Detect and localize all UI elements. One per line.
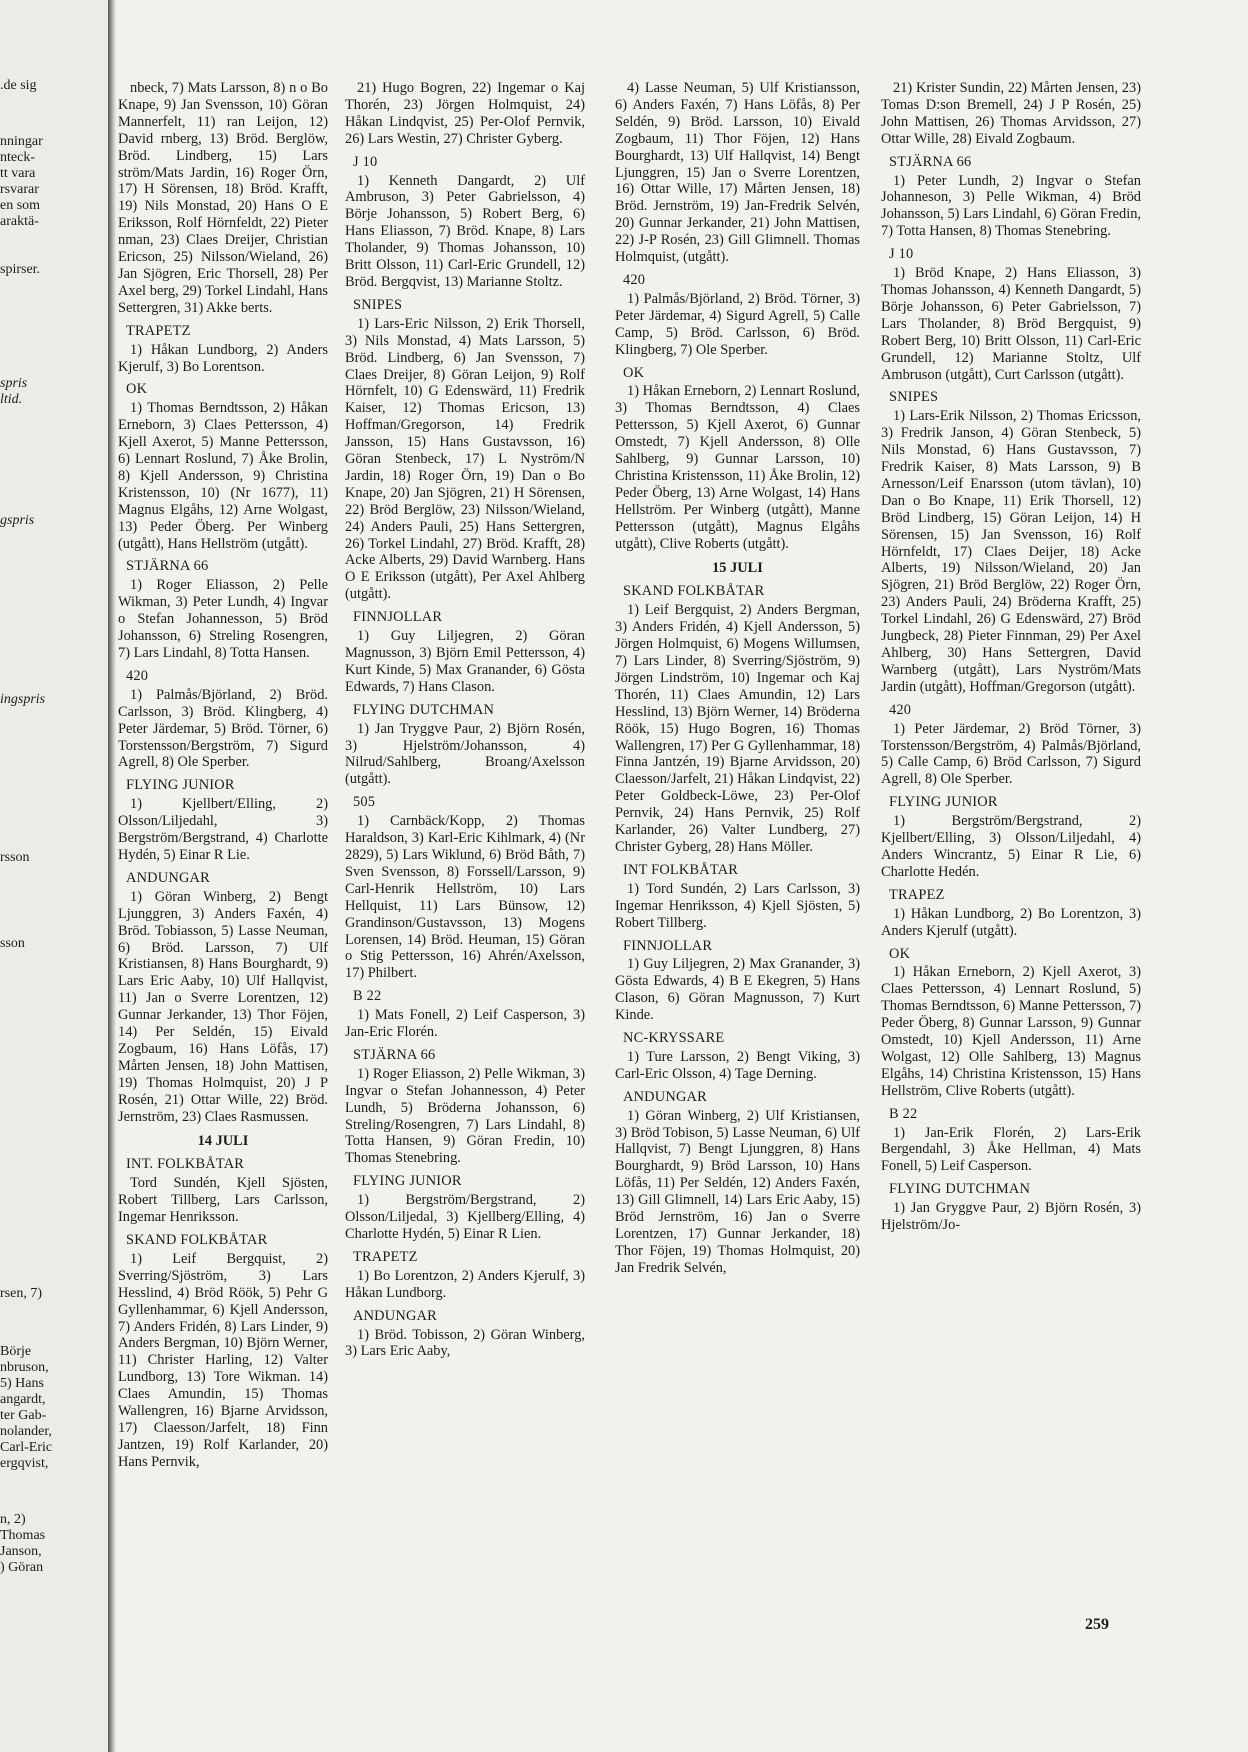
result-list: 1) Bergström/Bergstrand, 2) Olsson/Liljedal, 3) Kjellberg/Elling, 4) Charlotte Hydén, 5) Einar R Lien. bbox=[345, 1192, 585, 1242]
result-list: 1) Guy Liljegren, 2) Göran Magnusson, 3) Björn Emil Pettersson, 4) Kurt Kinde, 5) Max Granander, 6) Gösta Edwards, 7) Hans Clason. bbox=[345, 628, 585, 695]
class-heading: ANDUNGAR bbox=[623, 1088, 707, 1105]
class-heading: 420 bbox=[623, 271, 646, 288]
result-list: 4) Lasse Neuman, 5) Ulf Kristiansson, 6) Anders Faxén, 7) Hans Löfås, 8) Per Seldén, 9) Bröd. Larsson, 10) Eivald Zogbaum, 11) Thor Föjen, 12) Hans Bourghardt, 13) Ulf Hallqvist, 14) Bengt Ljunggren, 15) Jan o Sverre Lorentzen, 16) Ottar Wille, 17) Mårten Jensen, 18) Bröd. Jernström, 19) Jan-Fredrik Selvén, 20) Gunnar Jerkander, 21) John Mattisen, 22) J-P Rosén, 23) Gill Glimnell. Thomas Holmquist, (utgått). bbox=[615, 80, 860, 266]
result-list: 1) Peter Lundh, 2) Ingvar o Stefan Johanneson, 3) Pelle Wikman, 4) Bröd Johansson, 5) Lars Lindahl, 6) Göran Fredin, 7) Totta Hansen, 8) Thomas Stenebring. bbox=[881, 172, 1141, 240]
class-heading: STJÄRNA 66 bbox=[353, 1046, 436, 1063]
prev-page-fragment: ter Gab- bbox=[0, 1408, 47, 1423]
class-heading: J 10 bbox=[889, 246, 914, 263]
class-heading: SKAND FOLKBÅTAR bbox=[126, 1232, 268, 1248]
prev-page-fragment: nteck- bbox=[0, 150, 35, 165]
class-heading: 420 bbox=[126, 667, 149, 684]
date-heading: 15 JULI bbox=[712, 560, 763, 577]
class-heading: FLYING DUTCHMAN bbox=[353, 701, 495, 718]
result-list: 1) Jan Gryggve Paur, 2) Björn Rosén, 3) Hjelström/Jo- bbox=[881, 1200, 1141, 1234]
result-list: 1) Göran Winberg, 2) Ulf Kristiansen, 3) Bröd Tobison, 5) Lasse Neuman, 6) Ulf Hallqvist, 7) Bengt Ljunggren, 8) Hans Bourghardt, 9) Bröd Larsson, 10) Hans Löfås, 11) Per Seldén, 12) Anders Faxén, 13) Gill Glimnell, 14) Lars Eric Aaby, 15) Bröd Jernström, 16) Jan o Sverre Lorentzen, 17) Gunnar Jerkander, 18) Thor Föjen, 19) Thomas Holmquist, 20) Jan Fredrik Selvén, bbox=[615, 1107, 860, 1276]
class-heading: FLYING DUTCHMAN bbox=[889, 1181, 1031, 1198]
class-heading: 505 bbox=[353, 794, 376, 811]
result-list: 1) Roger Eliasson, 2) Pelle Wikman, 3) Ingvar o Stefan Johannesson, 4) Peter Lundh, 5) Bröderna Johansson, 6) Streling/Rosengren, 7) Lars Lindahl, 8) Totta Hansen, 9) Göran Fredin, 10) Thomas Stenebring. bbox=[345, 1065, 585, 1167]
class-heading: FINNJOLLAR bbox=[623, 937, 713, 954]
class-heading: TRAPETZ bbox=[353, 1248, 418, 1265]
class-heading: STJÄRNA 66 bbox=[889, 153, 972, 170]
prev-page-fragment: rsen, 7) bbox=[0, 1286, 42, 1301]
result-list: 1) Bo Lorentzon, 2) Anders Kjerulf, 3) Håkan Lundborg. bbox=[345, 1267, 585, 1301]
class-heading: OK bbox=[889, 945, 911, 962]
prev-page-fragment: nningar bbox=[0, 134, 43, 149]
date-heading: 14 JULI bbox=[197, 1133, 249, 1150]
prev-page-fragment: ergqvist, bbox=[0, 1456, 49, 1471]
result-list: 1) Guy Liljegren, 2) Max Granander, 3) Gösta Edwards, 4) B E Ekegren, 5) Hans Clason, 6) Göran Magnusson, 7) Kurt Kinde. bbox=[615, 956, 860, 1024]
result-list: 1) Kenneth Dangardt, 2) Ulf Ambruson, 3) Peter Gabrielsson, 4) Börje Johansson, 5) Robert Berg, 6) Hans Eliasson, 7) Bröd. Knape, 8) Lars Tholander, 9) Thomas Johansson, 10) Britt Olsson, 11) Carl-Eric Grundell, 12) Bröd. Bergqvist, 13) Marianne Stoltz. bbox=[345, 172, 585, 290]
result-list: 1) Jan Tryggve Paur, 2) Björn Rosén, 3) Hjelström/Johansson, 4) Nilrud/Sahlberg, Broang/Axelsson (utgått). bbox=[345, 720, 585, 788]
result-list: Tord Sundén, Kjell Sjösten, Robert Tillberg, Lars Carlsson, Ingemar Henriksson. bbox=[118, 1175, 328, 1226]
result-list: 1) Leif Bergquist, 2) Anders Bergman, 3) Anders Fridén, 4) Kjell Andersson, 5) Jörgen Holmquist, 6) Mogens Willumsen, 7) Lars Linder, 8) Sverring/Sjöström, 9) Jörgen Lindström, 10) Ingemar och Kaj Thorén, 11) Claes Amundin, 12) Lars Hesslind, 13) Björn Werner, 14) Bröderna Röök, 15) Hugo Bogren, 16) Thomas Wallengren, 17) Per G Gyllenhammar, 18) Finna Jantzén, 19) Bjarne Arvidsson, 20) Claesson/Jarfelt, 21) Håkan Lindqvist, 22) Peter Goldbeck-Löwe, 23) Per-Olof Pernvik, 24) Hans Pernvik, 25) Rolf Karlander, 26) Valter Lundberg, 27) Christer Gyberg, 28) Hans Möller. bbox=[615, 602, 860, 855]
class-heading: FLYING JUNIOR bbox=[889, 794, 998, 811]
prev-page-fragment: nbruson, bbox=[0, 1360, 49, 1375]
prev-page-fragment: rsson bbox=[0, 850, 30, 865]
result-list: 1) Kjellbert/Elling, 2) Olsson/Liljedahl, 3) Bergström/Bergstrand, 4) Charlotte Hydén, 5) Einar R Lie. bbox=[118, 796, 328, 863]
class-heading: ANDUNGAR bbox=[126, 869, 210, 886]
prev-page-fragment: Thomas bbox=[0, 1528, 46, 1543]
result-list: 21) Krister Sundin, 22) Mårten Jensen, 23) Tomas D:son Bremell, 24) J P Rosén, 25) John Mattisen, 26) Thomas Arvidsson, 27) Ottar Wille, 28) Eivald Zogbaum. bbox=[881, 80, 1141, 147]
class-heading: FINNJOLLAR bbox=[353, 609, 443, 626]
prev-page-fragment: Janson, bbox=[0, 1544, 42, 1559]
result-list: 1) Jan-Erik Florén, 2) Lars-Erik Bergendahl, 3) Åke Hellman, 4) Mats Fonell, 5) Leif Casperson. bbox=[881, 1124, 1141, 1175]
class-heading: 420 bbox=[889, 701, 912, 718]
prev-page-fragment: .de sig bbox=[0, 78, 37, 93]
result-list: 1) Göran Winberg, 2) Bengt Ljunggren, 3) Anders Faxén, 4) Bröd. Tobiasson, 5) Lasse Neuman, 6) Bröd. Larsson, 7) Ulf Kristiansen, 8) Hans Bourghardt, 9) Lars Eric Aaby, 10) Ulf Hallqvist, 11) Jan o Sverre Lorentzen, 12) Gunnar Jerkander, 13) Thor Föjen, 14) Per Seldén, 15) Eivald Zogbaum, 16) Hans Löfås, 17) Mårten Jensen, 18) John Mattisen, 19) Thomas Holmquist, 20) J P Rosén, 21) Ottar Wille, 22) Bröd. Jernström, 23) Claes Rasmussen. bbox=[118, 888, 328, 1125]
class-heading: ANDUNGAR bbox=[353, 1307, 437, 1324]
class-heading: FLYING JUNIOR bbox=[353, 1173, 462, 1190]
result-list: nbeck, 7) Mats Larsson, 8) n o Bo Knape, 9) Jan Svensson, 10) Göran Mannerfelt, 11) ran Leijon, 12) David rnberg, 13) Bröd. Berglöw, Bröd. Lindberg, 15) Lars ström/Mats Jardin, 16) Roger Örn, 17) H Sörensen, 18) Bröd. Krafft, 19) Nils Monstad, 20) Hans O E Eriksson, Rolf Hörnfeldt, 22) Pieter nman, 23) Claes Dreijer, Christian Ericson, 25) Nilsson/Wieland, 26) Jan Sjögren, Eric Thorsell, 28) Per Axel berg, 29) Torkel Lindahl, Hans Settergren, 31) Akke berts. bbox=[118, 80, 328, 316]
result-list: 1) Roger Eliasson, 2) Pelle Wikman, 3) Peter Lundh, 4) Ingvar o Stefan Johannesson, 5) Bröd Johansson, 6) Streling Rosengren, 7) Lars Lindahl, 8) Totta Hansen. bbox=[118, 577, 328, 661]
text-column-2 bbox=[345, 80, 585, 1365]
class-heading: FLYING JUNIOR bbox=[126, 777, 235, 794]
prev-page-fragment: ) Göran bbox=[0, 1560, 44, 1575]
prev-page-fragment: angardt, bbox=[0, 1392, 46, 1407]
prev-page-fragment: Börje bbox=[0, 1344, 32, 1359]
result-list: 1) Tord Sundén, 2) Lars Carlsson, 3) Ingemar Henriksson, 4) Kjell Sjösten, 5) Robert Tillberg. bbox=[615, 880, 860, 931]
book-spine-shadow bbox=[108, 0, 116, 1752]
result-list: 1) Carnbäck/Kopp, 2) Thomas Haraldson, 3) Karl-Eric Kihlmark, 4) (Nr 2829), 5) Lars Wiklund, 6) Bröd Båth, 7) Sven Svensson, 8) Forssell/Larsson, 9) Carl-Henrik Hellström, 10) Lars Hellquist, 11) Lars Bünsow, 12) Grandinson/Gustavsson, 13) Mogens Lorensen, 14) Bröd. Heuman, 15) Göran o Stig Pettersson, 16) Ahrén/Axelsson, 17) Philbert. bbox=[345, 813, 585, 982]
prev-page-fragment: araktä- bbox=[0, 214, 39, 229]
result-list: 1) Bröd. Tobisson, 2) Göran Winberg, 3) Lars Eric Aaby, bbox=[345, 1326, 585, 1360]
result-list: 1) Peter Järdemar, 2) Bröd Törner, 3) Torstensson/Bergström, 4) Palmås/Björland, 5) Calle Camp, 6) Bröd Carlsson, 7) Sigurd Agrell, 8) Ole Sperber. bbox=[881, 720, 1141, 788]
class-heading: SNIPES bbox=[889, 389, 939, 406]
result-list: 1) Thomas Berndtsson, 2) Håkan Erneborn, 3) Claes Pettersson, 4) Kjell Axerot, 5) Manne Pettersson, 6) Lennart Roslund, 7) Åke Brolin, 8) Kjell Andersson, 9) Christina Kristensson, 10) (Nr 1677), 11) Magnus Elgåhs, 12) Arne Wolgast, 13) Peder Öberg. Per Winberg (utgått), Hans Hellström (utgått). bbox=[118, 400, 328, 552]
result-list: 21) Hugo Bogren, 22) Ingemar o Kaj Thorén, 23) Jörgen Holmquist, 24) Håkan Lindqvist, 25) Per-Olof Pernvik, 26) Lars Westin, 27) Christer Gyberg. bbox=[345, 80, 585, 147]
prev-page-fragment: n, 2) bbox=[0, 1512, 26, 1527]
class-heading: STJÄRNA 66 bbox=[126, 558, 209, 575]
class-heading: B 22 bbox=[889, 1105, 918, 1122]
class-heading: NC-KRYSSARE bbox=[623, 1030, 725, 1047]
prev-page-fragment: 5) Hans bbox=[0, 1376, 44, 1391]
prev-page-fragment: gspris bbox=[0, 513, 35, 528]
class-heading: OK bbox=[126, 381, 148, 398]
result-list: 1) Bergström/Bergstrand, 2) Kjellbert/Elling, 3) Olsson/Liljedahl, 4) Anders Wincrantz, 5) Einar R Lie, 6) Charlotte Hedén. bbox=[881, 813, 1141, 880]
prev-page-fragment: en som bbox=[0, 198, 41, 213]
result-list: 1) Palmås/Björland, 2) Bröd. Carlsson, 3) Bröd. Klingberg, 4) Peter Järdemar, 5) Bröd. Törner, 6) Torstensson/Bergström, 7) Sigurd Agrell, 8) Ole Sperber. bbox=[118, 686, 328, 771]
result-list: 1) Leif Bergquist, 2) Sverring/Sjöström, 3) Lars Hesslind, 4) Bröd Röök, 5) Pehr G Gyllenhammar, 6) Kjell Andersson, 7) Anders Fridén, 8) Lars Linder, 9) Anders Bergman, 10) Björn Werner, 11) Christer Harling, 12) Valter Lundborg, 13) Tore Wikman. 14) Claes Amundin, 15) Thomas Wallengren, 16) Bjarne Arvidsson, 17) Claesson/Jarfelt, 18) Finn Jantzen, 19) Rolf Karlander, 20) Hans Pernvik, bbox=[118, 1250, 328, 1470]
class-heading: SKAND FOLKBÅTAR bbox=[623, 583, 765, 600]
result-list: 1) Håkan Lundborg, 2) Bo Lorentzon, 3) Anders Kjerulf (utgått). bbox=[881, 905, 1141, 939]
text-column-1 bbox=[118, 80, 328, 1476]
result-list: 1) Mats Fonell, 2) Leif Casperson, 3) Jan-Eric Florén. bbox=[345, 1007, 585, 1041]
text-column-3 bbox=[615, 80, 860, 1282]
result-list: 1) Bröd Knape, 2) Hans Eliasson, 3) Thomas Johansson, 4) Kenneth Dangardt, 5) Börje Johansson, 6) Peter Gabrielsson, 7) Lars Tholander, 8) Bröd Bergquist, 9) Robert Berg, 10) Britt Olsson, 11) Carl-Eric Grundell, 12) Marianne Stoltz, Ulf Ambruson (utgått), Curt Carlsson (utgått). bbox=[881, 265, 1141, 383]
class-heading: TRAPETZ bbox=[126, 322, 191, 339]
class-heading: TRAPEZ bbox=[889, 886, 945, 903]
result-list: 1) Håkan Erneborn, 2) Kjell Axerot, 3) Claes Pettersson, 4) Lennart Roslund, 5) Thomas Berndtsson, 6) Manne Pettersson, 7) Peder Öberg, 8) Gunnar Larsson, 9) Gunnar Omstedt, 10) Kjell Andersson, 11) Arne Wolgast, 12) Olle Sahlberg, 13) Magnus Elgåhs, 14) Christina Kristensson, 15) Hans Hellström, Clive Roberts (utgått). bbox=[881, 964, 1141, 1099]
page-number: 259 bbox=[1085, 1616, 1109, 1633]
result-list: 1) Ture Larsson, 2) Bengt Viking, 3) Carl-Eric Olsson, 4) Tage Derning. bbox=[615, 1048, 860, 1082]
class-heading: INT. FOLKBÅTAR bbox=[126, 1156, 245, 1173]
class-heading: INT FOLKBÅTAR bbox=[623, 861, 739, 878]
prev-page-fragment: sson bbox=[0, 936, 25, 951]
class-heading: SNIPES bbox=[353, 296, 403, 313]
result-list: 1) Håkan Erneborn, 2) Lennart Roslund, 3) Thomas Berndtsson, 4) Claes Pettersson, 5) Kjell Axerot, 6) Gunnar Omstedt, 7) Kjell Andersson, 8) Olle Sahlberg, 9) Gunnar Larsson, 10) Christina Kristensson, 11) Åke Brolin, 12) Peder Öberg, 13) Arne Wolgast, 14) Hans Hellström. Per Winberg (utgått), Manne Pettersson (utgått), Magnus Elgåhs utgått), Clive Roberts (utgått). bbox=[615, 383, 860, 552]
previous-page-margin bbox=[0, 0, 108, 1752]
prev-page-fragment: tt vara bbox=[0, 166, 36, 181]
result-list: 1) Lars-Erik Nilsson, 2) Thomas Ericsson, 3) Fredrik Janson, 4) Göran Stenbeck, 5) Nils Monstad, 6) Hans Gustavsson, 7) Fredrik Kaiser, 8) Mats Larsson, 9) B Arnesson/Leif Enarsson (utom tävlan), 10) Dan o Bo Knape, 11) Erik Thorsell, 12) Bröd Lindberg, 15) Göran Leijon, 14) H Sörensen, 15) Jan Svensson, 16) Rolf Hörnfeldt, 17) Claes Deijer, 18) Acke Alberts, 19) Nilsson/Wieland, 20) Jan Sjögren, 21) Bröd Berglöw, 22) Roger Örn, 23) Anders Pauli, 24) Bröderna Krafft, 25) Torkel Lindahl, 26) G Edenswärd, 27) Bröd Jungbeck, 28) Pieter Finnman, 29) Per Axel Ahlberg, 30) Hans Settergren, David Warnberg (utgått), Lars Nyström/Mats Jardin (utgått), Hoffman/Gregorson (utgått). bbox=[881, 408, 1141, 695]
result-list: 1) Håkan Lundborg, 2) Anders Kjerulf, 3) Bo Lorentson. bbox=[118, 341, 328, 375]
result-list: 1) Palmås/Björland, 2) Bröd. Törner, 3) Peter Järdemar, 4) Sigurd Agrell, 5) Calle Camp, 5) Bröd. Carlsson, 6) Bröd. Klingberg, 7) Ole Sperber. bbox=[615, 290, 860, 358]
prev-page-fragment: nolander, bbox=[0, 1424, 52, 1439]
text-column-4 bbox=[881, 80, 1141, 1239]
prev-page-fragment: ingspris bbox=[0, 692, 46, 707]
result-list: 1) Lars-Eric Nilsson, 2) Erik Thorsell, 3) Nils Monstad, 4) Mats Larsson, 5) Bröd. Lindberg, 6) Jan Svensson, 7) Claes Dreijer, 8) Göran Leijon, 9) Rolf Hörnfelt, 10) G Edenswärd, 11) Fredrik Kaiser, 12) Thomas Ericson, 13) Hoffman/Gregorson, 14) Fredrik Jansson, 15) Hans Gustavsson, 16) Göran Stenbeck, 17) L Nyström/N Jardin, 18) Roger Örn, 19) Dan o Bo Knape, 20) Jan Sjögren, 21) H Sörensen, 22) Bröd Berglöw, 23) Nilsson/Wieland, 24) Anders Pauli, 25) Hans Settergren, 26) Torkel Lindahl, 27) Bröd. Krafft, 28) Acke Alberts, 29) David Warnberg. Hans O E Eriksson (utgått), Per Axel Ahlberg (utgått). bbox=[345, 315, 585, 603]
prev-page-fragment: Carl-Eric bbox=[0, 1440, 53, 1455]
class-heading: B 22 bbox=[353, 988, 382, 1005]
prev-page-fragment: spirser. bbox=[0, 262, 41, 277]
prev-page-fragment: spris bbox=[0, 376, 28, 391]
prev-page-fragment: ltid. bbox=[0, 392, 23, 407]
prev-page-fragment: rsvarar bbox=[0, 182, 39, 197]
class-heading: OK bbox=[623, 364, 645, 381]
class-heading: J 10 bbox=[353, 153, 378, 170]
